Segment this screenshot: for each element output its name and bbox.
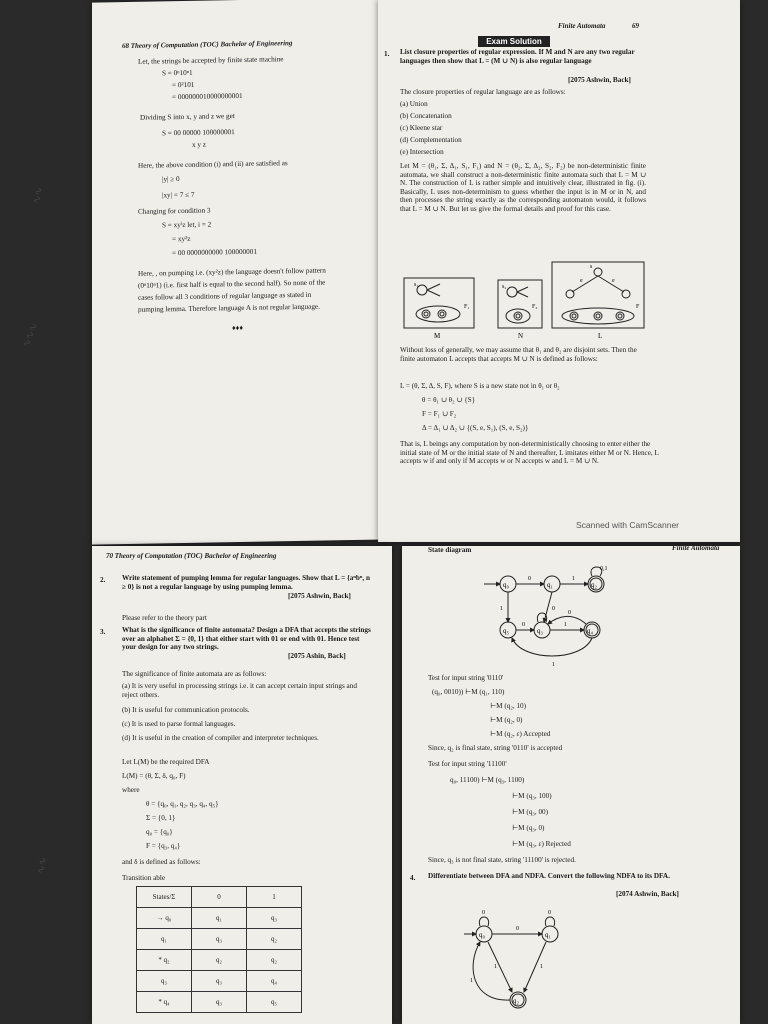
table-cell: q₃ [192, 971, 247, 992]
edge-label: 0 [568, 610, 571, 616]
text-line: (0ⁿ10ⁿ1) (i.e. first half is equal to the second half). So none of the [138, 278, 326, 290]
table-cell: q₄ [247, 971, 302, 992]
table-cell: q₂ [192, 950, 247, 971]
page-header: 68 Theory of Computation (TOC) Bachelor of Engineering [122, 39, 293, 51]
text-line: Let, the strings be accepted by finite state machine [138, 55, 284, 66]
test-line: ⊢M (q₃, 0) [512, 824, 545, 832]
state-label: F [636, 304, 640, 310]
page-69 [378, 0, 740, 542]
table-header-row [137, 887, 302, 908]
test-line: ⊢M (q₂, 10) [490, 702, 527, 710]
test-line: Test for input string '0110' [428, 674, 504, 682]
question-number: 1. [384, 50, 390, 58]
automaton-label: N [518, 332, 524, 340]
answer-intro: The closure properties of regular language are as follows: [400, 88, 566, 96]
question-text: List closure properties of regular expression. If M and N are any two regular languages then show that L = (M ∪ N) is also regular language [400, 48, 635, 65]
text-line: |y| ≥ 0 [162, 175, 180, 184]
test-line: ⊢M (q₃, 00) [512, 808, 549, 816]
state-label: q₄ [587, 627, 593, 635]
edge-label: 1 [500, 606, 503, 612]
state-label: s₂ [502, 284, 507, 290]
list-item: (b) It is useful for communication protocols. [122, 706, 250, 714]
answer-intro: The significance of finite automata are as follows: [122, 670, 267, 678]
text-line: cases follow all 3 conditions of regular language as stated in [138, 290, 312, 302]
edge-label: 0 [516, 926, 519, 932]
list-item: (a) It is very useful in processing strings i.e. it can accept certain input strings and reject others. [122, 682, 357, 699]
test-line: q₀, 11100) ⊢M (q₃, 1100) [450, 776, 525, 784]
handwritten-scribble: ∿∿ [35, 856, 50, 875]
question-ref: [2075 Ashwin, Back] [568, 76, 631, 84]
end-marker: ♦♦♦ [232, 323, 244, 333]
page-header-right: Finite Automata [558, 22, 606, 30]
test-line: (q₀, 0010)) ⊢M (q₁, 110) [432, 688, 505, 696]
question-text: What is the significance of finite automata? Design a DFA that accepts the strings over an alphabet Σ = {0, 1} that either start with 01 or end with 01. Hence test your design for any two strings. [122, 626, 371, 652]
property-item: (e) Intersection [400, 148, 444, 156]
edge-label: 1 [494, 964, 497, 970]
table-row [137, 992, 302, 1013]
test-line: Since, q₃ is not final state, string '11100' is rejected. [428, 856, 576, 864]
text-line: = 0²101 [172, 80, 195, 90]
state-label: q₂ [591, 581, 597, 589]
test-line: Since, q₂ is final state, string '0110' is accepted [428, 744, 563, 752]
automaton-label: M [434, 332, 441, 340]
edge-label: 0 [552, 606, 555, 612]
dfa-line: θ = {q₀, q₁, q₂, q₃, q₄, q₅} [146, 800, 219, 808]
section-title: State diagram [428, 546, 472, 554]
table-cell: q₃ [247, 908, 302, 929]
table-row [137, 950, 302, 971]
table-cell: q₁ [192, 908, 247, 929]
paragraph: Without loss of generally, we may assume that θ₁ and θ₂ are disjoint sets. Then the finite automaton L accepts that accepts M ∪ N is defined as follows: [400, 346, 637, 363]
question-number: 4. [410, 874, 416, 882]
page-70 [92, 546, 392, 1024]
table-cell: q₂ [247, 950, 302, 971]
page-header: 70 Theory of Computation (TOC) Bachelor of Engineering [106, 552, 277, 560]
handwritten-scribble: ∿∿∿ [21, 321, 41, 350]
edge-label: 1 [572, 576, 575, 582]
text-line: Here, the above condition (i) and (ii) are satisfied as [138, 159, 288, 170]
edge-label: 0,1 [600, 566, 608, 572]
text-line: S = 0ⁿ10ⁿ1 [162, 68, 193, 78]
table-cell: q₂ [247, 929, 302, 950]
question-ref: [2075 Ashwin, Back] [288, 592, 351, 600]
table-cell: → q₀ [137, 908, 192, 929]
text-line: |xy| = 7 ≤ 7 [162, 190, 195, 200]
exam-solution-banner: Exam Solution [478, 36, 550, 47]
state-label: q₁ [547, 581, 553, 589]
edge-label: e [580, 278, 583, 284]
test-line: ⊢M (q₂, ε) Accepted [490, 730, 551, 738]
text-line: Here, , on pumping i.e. (xy²z) the language doesn't follow pattern [138, 266, 326, 278]
column-header: 0 [192, 887, 247, 908]
text-line: Dividing S into x, y and z we get [140, 112, 235, 122]
edge-label: 0 [548, 910, 551, 916]
list-item: (d) It is useful in the creation of compiler and interpreter techniques. [122, 734, 319, 742]
dfa-line: q₀ = {q₀} [146, 828, 173, 836]
text-line: S = xyⁱz let, i = 2 [162, 220, 212, 230]
edge-label: e [612, 278, 615, 284]
edge-label: 1 [540, 964, 543, 970]
answer-text: Please refer to the theory part [122, 614, 207, 622]
paragraph: That is, L beings any computation by non-deterministically choosing to enter either the initial state of M or the initial state of N and thereafter, L imitates either M or N. Hence, L accepts w if and only if M accepts w or N accepts w and L = M ∪ N. [400, 440, 659, 466]
column-header: States/Σ [137, 887, 192, 908]
property-item: (a) Union [400, 100, 428, 108]
table-cell: q₃ [192, 992, 247, 1013]
table-cell: q₁ [137, 929, 192, 950]
definition-line: F = F₁ ∪ F₂ [422, 410, 457, 418]
state-label: q₃ [537, 627, 543, 635]
state-label: q₀ [503, 581, 509, 589]
property-item: (b) Concatenation [400, 112, 452, 120]
table-cell: q₃ [192, 929, 247, 950]
text-line: = xy²z [172, 234, 191, 244]
test-line: ⊢M (q₃, 100) [512, 792, 552, 800]
edge-label: 1 [564, 622, 567, 628]
state-label: q₀ [479, 931, 485, 939]
property-item: (d) Complementation [400, 136, 462, 144]
question-number: 3. [100, 628, 106, 636]
column-header: 1 [247, 887, 302, 908]
dfa-line: and δ is defined as follows: [122, 858, 201, 866]
page-68 [92, 0, 388, 545]
state-label: F₂ [532, 304, 538, 310]
edge-label: 1 [552, 662, 555, 668]
text-line: pumping lemma. Therefore language A is not regular language. [138, 302, 320, 314]
definition-line: θ = θ₁ ∪ θ₂ ∪ {S} [422, 396, 476, 404]
question-ref: [2075 Ashin, Back] [288, 652, 346, 660]
state-label: s [590, 264, 593, 270]
edge-label: 0 [522, 622, 525, 628]
page-number: 69 [632, 22, 639, 30]
state-label: q₁ [545, 931, 551, 939]
property-item: (c) Kleene star [400, 124, 443, 132]
page-71 [402, 546, 740, 1024]
edge-label: 0 [482, 910, 485, 916]
page-header-right: Finite Automata [672, 546, 720, 552]
question-text: Differentiate between DFA and NDFA. Convert the following NDFA to its DFA. [428, 872, 670, 880]
table-row [137, 929, 302, 950]
scanner-watermark: Scanned with CamScanner [576, 520, 680, 530]
test-line: ⊢M (q₃, ε) Rejected [512, 840, 571, 848]
state-label: s₁ [414, 282, 419, 288]
text-line: x y z [192, 140, 206, 149]
dfa-line: F = {q₃, q₄} [146, 842, 181, 850]
state-label: q₂ [513, 997, 519, 1005]
definition-line: Δ = Δ₁ ∪ Δ₂ ∪ {(S, e, S₁), (S, e, S₂)} [422, 424, 529, 432]
table-cell: q₅ [247, 992, 302, 1013]
edge-label: 0 [528, 576, 531, 582]
table-row [137, 908, 302, 929]
paragraph: Let M = (θ₁, Σ, Δ₁, S₁, F₁) and N = (θ₂, Σ, Δ₂, S₂, F₂) be non-deterministic finite automata, we shall construct a non-deterministic finite automata such that L = M ∪ N. The construction of L is rather simple and intuitively clear, illustrated in fig. (i). Basically, L uses non-determinism to guess whether the input is in M or in N, and then processes the string exactly as the corresponding automaton would, it follows that L = M ∪ N. But let us give the formal details and proof for this case. [400, 162, 646, 213]
state-label: F₁ [464, 304, 470, 310]
edge-label: 1 [470, 978, 473, 984]
list-item: (c) It is used to parse formal languages. [122, 720, 236, 728]
question-ref: [2074 Ashwin, Back] [616, 890, 679, 898]
dfa-line: Σ = {0, 1} [146, 814, 176, 822]
text-line: = 00 0000000000 100000001 [172, 247, 257, 258]
definition-line: L = (θ, Σ, Δ, S, F), where S is a new state not in θ₁ or θ₂ [400, 382, 560, 390]
state-diagram [482, 566, 682, 676]
state-label: q₅ [503, 627, 509, 635]
table-row [137, 971, 302, 992]
table-cell: q₃ [137, 971, 192, 992]
table-cell: * q₄ [137, 992, 192, 1013]
union-construction-figure [402, 258, 648, 342]
text-line: S = 00 00000 100000001 [162, 128, 235, 138]
dfa-line: Let L(M) be the required DFA [122, 758, 210, 766]
automaton-label: L [598, 332, 603, 340]
ndfa-diagram [462, 906, 582, 1016]
text-line: = 000000010000000001 [172, 91, 243, 102]
question-text: Write statement of pumping lemma for regular languages. Show that L = {aⁿbⁿ, n ≥ 0} is not a regular language by using pumping lemma. [122, 574, 370, 591]
dfa-line: L(M) = (θ, Σ, δ, q₀, F) [122, 772, 186, 780]
test-line: Test for input string '11100' [428, 760, 507, 768]
handwritten-scribble: ∿∿ [31, 186, 46, 205]
dfa-line: where [122, 786, 140, 794]
text-line: Changing for condition 3 [138, 206, 211, 216]
table-cell: * q₂ [137, 950, 192, 971]
table-caption: Transition able [122, 874, 166, 882]
question-number: 2. [100, 576, 106, 584]
transition-table [136, 886, 302, 1013]
test-line: ⊢M (q₂, 0) [490, 716, 523, 724]
